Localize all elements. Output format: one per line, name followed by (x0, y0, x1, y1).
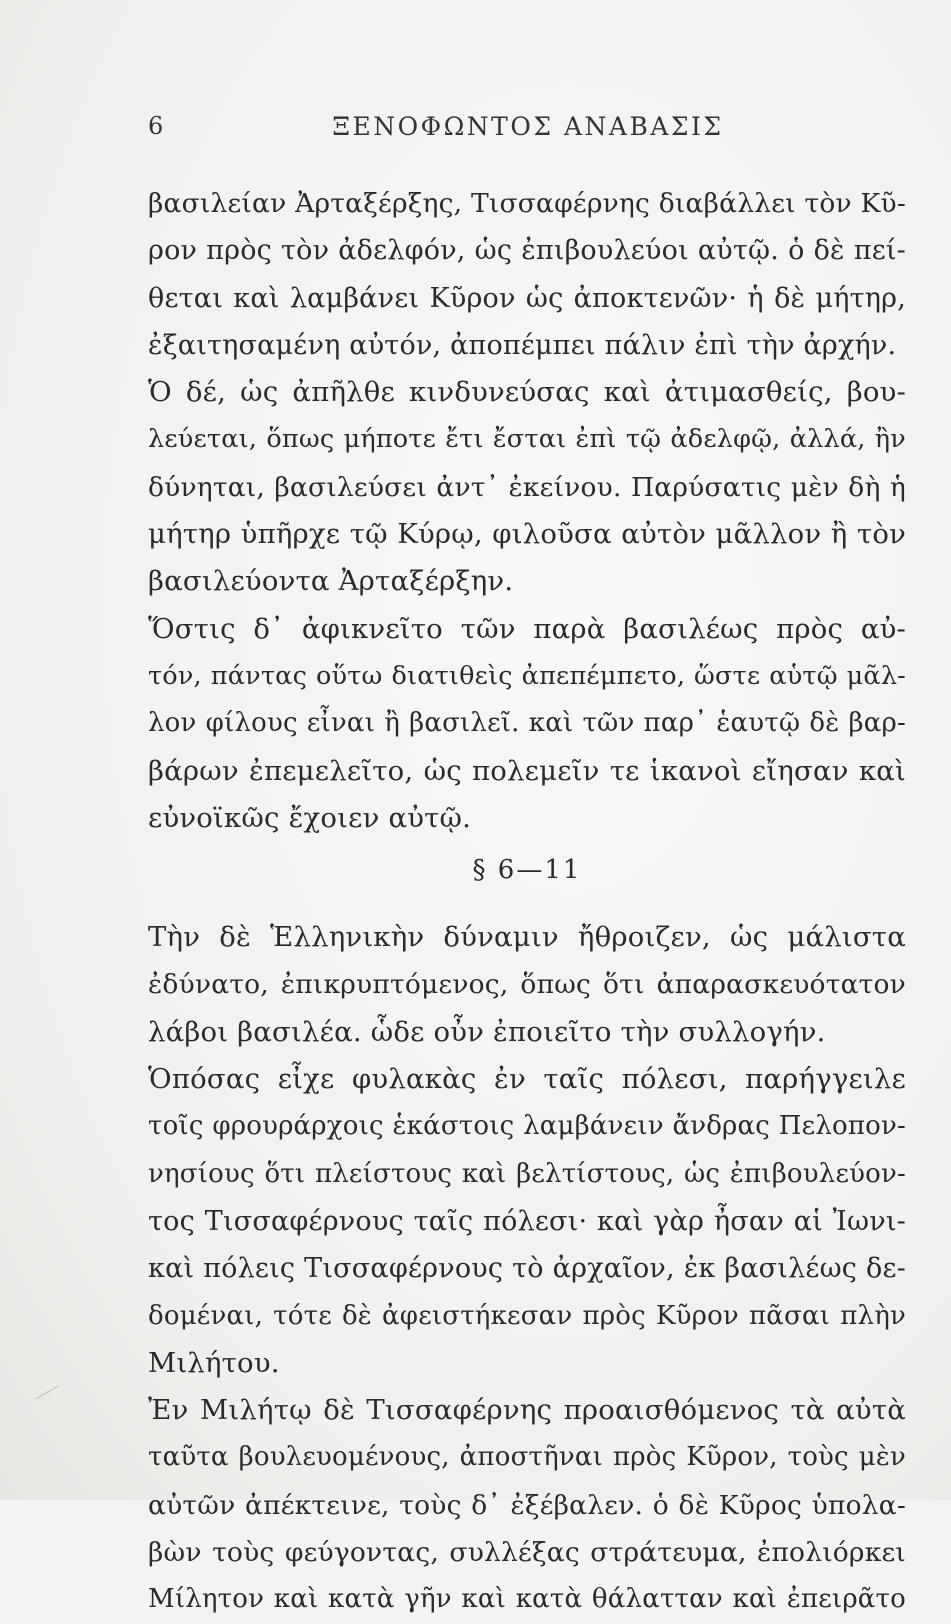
text-line: Τὴν δὲ Ἑλληνικὴν δύναμιν ἤθροιζεν, ὡς μάλιστα (148, 921, 906, 954)
text-line: Μίλητον καὶ κατὰ γῆν καὶ κατὰ θάλατταν καὶ ἐπειρᾶτο (148, 1584, 906, 1615)
text-line: θεται καὶ λαμβάνει Κῦρον ὡς ἀποκτενῶν· ἡ δὲ μήτηρ, (148, 282, 906, 314)
text-line: Ὅστις δ᾽ ἀφικνεῖτο τῶν παρὰ βασιλέως πρὸς αὐ- (148, 612, 906, 645)
text-line: βάρων ἐπεμελεῖτο, ὡς πολεμεῖν τε ἱκανοὶ εἴησαν καὶ (148, 754, 906, 787)
text-line: εὐνοϊκῶς ἔχοιεν αὐτῷ. (148, 801, 472, 834)
text-line: λον φίλους εἶναι ἢ βασιλεῖ. καὶ τῶν παρ᾽ ἑαυτῷ δὲ βαρ- (148, 708, 906, 739)
text-line: δύνηται, βασιλεύσει ἀντ᾽ ἐκείνου. Παρύσατις μὲν δὴ ἡ (148, 471, 906, 503)
text-line: λεύεται, ὅπως μήποτε ἔτι ἔσται ἐπὶ τῷ ἀδελφῷ, ἀλλά, ἢν (148, 424, 906, 455)
text-line: μήτηρ ὑπῆρχε τῷ Κύρῳ, φιλοῦσα αὐτὸν μᾶλλον ἢ τὸν (148, 518, 906, 551)
text-line: δομέναι, τότε δὲ ἀφειστήκεσαν πρὸς Κῦρον πᾶσαι πλὴν (148, 1300, 906, 1331)
text-line: ἐδύνατο, ἐπικρυπτόμενος, ὅπως ὅτι ἀπαρασκευότατον (148, 969, 906, 1001)
text-line: καὶ πόλεις Τισσαφέρνους τὸ ἀρχαῖον, ἐκ βασιλέως δε- (148, 1253, 906, 1285)
running-title: ΞΕΝΟΦΩΝΤΟΣ ΑΝΑΒΑΣΙΣ (332, 112, 724, 141)
text-line: τόν, πάντας οὕτω διατιθεὶς ἀπεπέμπετο, ὥστε αὑτῷ μᾶλ- (148, 660, 906, 691)
text-line: ρον πρὸς τὸν ἀδελφόν, ὡς ἐπιβουλεύοι αὐτῷ. ὁ δὲ πεί- (148, 235, 906, 267)
text-line: βασιλείαν Ἀρταξέρξης, Τισσαφέρνης διαβάλλει τὸν Κῦ- (148, 188, 906, 219)
text-line: ταῦτα βουλευομένους, ἀποστῆναι πρὸς Κῦρον, τοὺς μὲν (148, 1442, 906, 1473)
text-line: ἐξαιτησαμένη αὐτόν, ἀποπέμπει πάλιν ἐπὶ τὴν ἀρχήν. (148, 329, 897, 361)
text-line: τος Τισσαφέρνους ταῖς πόλεσι· καὶ γὰρ ἦσαν αἱ Ἰωνι- (148, 1205, 906, 1237)
text-line: Ἐν Μιλήτῳ δὲ Τισσαφέρνης προαισθόμενος τὰ αὐτὰ (148, 1394, 906, 1427)
text-line: βασιλεύοντα Ἀρταξέρξην. (148, 565, 514, 598)
text-line: αὐτῶν ἀπέκτεινε, τοὺς δ᾽ ἐξέβαλεν. ὁ δὲ Κῦρος ὑπολα- (148, 1489, 906, 1521)
text-line: Ὁ δέ, ὡς ἀπῆλθε κινδυνεύσας καὶ ἀτιμασθείς, βου- (148, 376, 906, 409)
text-line: λάβοι βασιλέα. ὧδε οὖν ἐποιεῖτο τὴν συλλογήν. (148, 1015, 826, 1048)
page-number: 6 (148, 112, 165, 140)
section-heading: § 6—11 (472, 855, 582, 886)
text-line: Ὁπόσας εἶχε φυλακὰς ἐν ταῖς πόλεσι, παρήγγειλε (148, 1063, 906, 1096)
body-text (148, 180, 906, 1624)
text-line: τοῖς φρουράρχοις ἑκάστοις λαμβάνειν ἄνδρας Πελοπον- (148, 1111, 906, 1142)
paper-fold-mark (35, 1386, 58, 1400)
text-line: νησίους ὅτι πλείστους καὶ βελτίστους, ὡς ἐπιβουλεύον- (148, 1158, 906, 1189)
text-line: βὼν τοὺς φεύγοντας, συλλέξας στράτευμα, ἐπολιόρκει (148, 1537, 906, 1569)
page-header (148, 112, 908, 152)
heading-spacer (148, 890, 906, 914)
text-line: Μιλήτου. (148, 1346, 280, 1379)
